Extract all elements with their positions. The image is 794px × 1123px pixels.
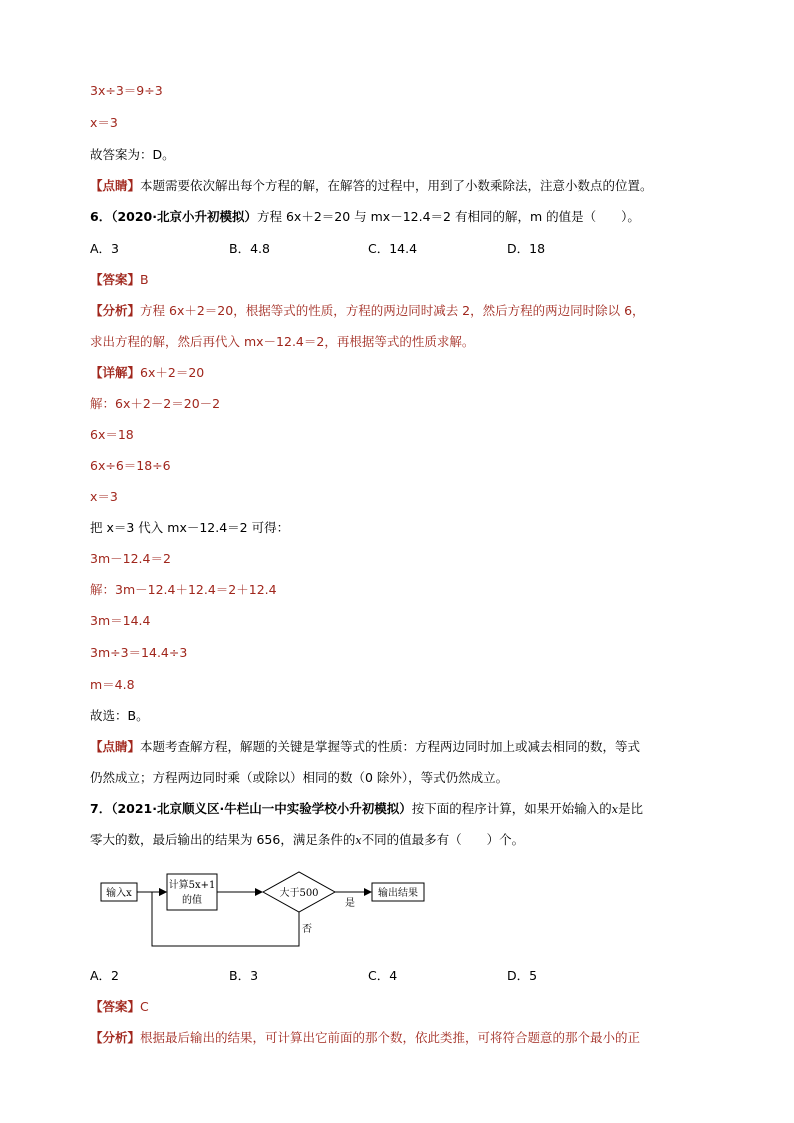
question-text: 方程 6x＋2＝20 与 mx－12.4＝2 有相同的解，m 的值是（ ）。 [257, 209, 640, 224]
question-6-stem [90, 208, 640, 226]
solution-step: 3m－12.4＝2 [90, 551, 171, 566]
note-text: 本题需要依次解出每个方程的解，在解答的过程中，用到了小数乘除法，注意小数点的位置。 [140, 178, 653, 193]
output-label: 输出结果 [378, 888, 418, 899]
option-b: B．4.8 [229, 241, 270, 256]
solution-step: 解：6x＋2－2＝20－2 [90, 396, 221, 411]
solution-step: 3m＝14.4 [90, 613, 151, 628]
analysis-paragraph [90, 1029, 640, 1047]
option-c: C．4 [368, 968, 398, 983]
program-flowchart [100, 866, 430, 950]
question-source: （2020·北京小升初模拟） [111, 209, 257, 224]
note-tag: 【点睛】 [90, 739, 141, 754]
note-tag: 【点睛】 [90, 178, 141, 193]
question-7-stem-cont [90, 831, 524, 850]
option-d: D．5 [507, 968, 538, 983]
option-c: C．14.4 [368, 241, 418, 256]
question-number: 7． [90, 801, 112, 816]
solution-step: 6x÷6＝18÷6 [90, 458, 171, 473]
detail-text: 6x＋2＝20 [140, 365, 205, 380]
no-label: 否 [302, 924, 312, 935]
analysis-tag: 【分析】 [90, 303, 141, 318]
decision-label: 大于500 [279, 888, 319, 899]
analysis-text: 求出方程的解，然后再代入 mx－12.4＝2，再根据等式的性质求解。 [90, 334, 475, 349]
variable-x: x [611, 803, 618, 816]
solution-step: 6x＝18 [90, 427, 134, 442]
option-a: A．2 [90, 968, 120, 983]
answer-value: C [140, 999, 149, 1014]
question-text: 是比 [617, 801, 643, 816]
question-7-stem [90, 800, 643, 819]
question-text: 不同的值最多有（ ）个。 [361, 832, 525, 847]
option-a: A．3 [90, 241, 120, 256]
answer-tag: 【答案】 [90, 999, 141, 1014]
solution-step: 解：3m－12.4＋12.4＝2＋12.4 [90, 582, 277, 597]
option-d: D．18 [507, 241, 546, 256]
answer-tag: 【答案】 [90, 272, 141, 287]
analysis-paragraph [90, 302, 645, 320]
detail-paragraph [90, 364, 204, 382]
question-text: 按下面的程序计算，如果开始输入的 [411, 801, 612, 816]
answer-paragraph [90, 998, 149, 1016]
yes-label: 是 [345, 898, 355, 909]
option-b: B．3 [229, 968, 259, 983]
input-label: 输入x [106, 888, 132, 899]
answer-line: 故答案为：D。 [90, 147, 175, 162]
answer-value: B [140, 272, 149, 287]
solution-step: 3m÷3＝14.4÷3 [90, 645, 188, 660]
conclusion-line: 故选：B。 [90, 708, 149, 723]
note-text: 仍然成立；方程两边同时乘（或除以）相同的数（0 除外），等式仍然成立。 [90, 770, 509, 785]
note-text: 本题考查解方程，解题的关键是掌握等式的性质：方程两边同时加上或减去相同的数，等式 [140, 739, 641, 754]
solution-line: x＝3 [90, 115, 118, 130]
analysis-tag: 【分析】 [90, 1030, 141, 1045]
analysis-text: 方程 6x＋2＝20，根据等式的性质，方程的两边同时减去 2，然后方程的两边同时除以 6， [140, 303, 645, 318]
analysis-text: 根据最后输出的结果，可计算出它前面的那个数，依此类推，可将符合题意的那个最小的正 [140, 1030, 641, 1045]
solution-line: 3x÷3＝9÷3 [90, 83, 163, 98]
note-paragraph [90, 177, 653, 195]
calc-label-line1: 计算5x+1 [168, 880, 216, 891]
question-text: 零大的数，最后输出的结果为 656，满足条件的 [90, 832, 356, 847]
solution-step: x＝3 [90, 489, 118, 504]
question-number: 6． [90, 209, 112, 224]
note-paragraph [90, 738, 640, 756]
solution-step: m＝4.8 [90, 677, 135, 692]
detail-tag: 【详解】 [90, 365, 141, 380]
question-source: （2021·北京顺义区·牛栏山一中实验学校小升初模拟） [111, 801, 412, 816]
variable-x: x [355, 834, 362, 847]
calc-label-line2: 的值 [182, 895, 202, 906]
solution-step: 把 x＝3 代入 mx－12.4＝2 可得： [90, 520, 290, 535]
answer-paragraph [90, 271, 149, 289]
